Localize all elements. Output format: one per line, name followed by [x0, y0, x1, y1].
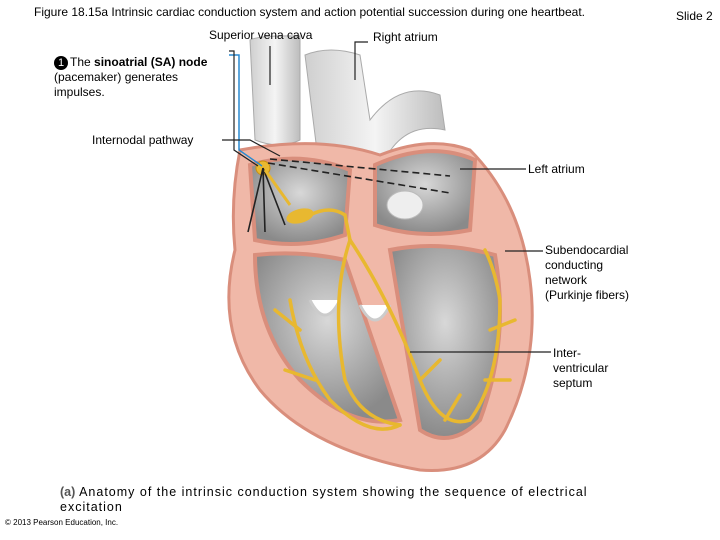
step-badge: 1	[54, 56, 68, 70]
superior-vena-cava-shape	[250, 36, 300, 145]
right-atrium-label: Right atrium	[373, 30, 438, 44]
figure-title: Figure 18.15a Intrinsic cardiac conduction system and action potential succession during one heartbeat.	[34, 5, 585, 19]
sa-node-step	[54, 55, 229, 100]
subendocardial-label	[545, 243, 695, 303]
septum-line: Inter-	[553, 346, 582, 360]
caption-tag: (a)	[60, 485, 76, 499]
step-text-before: The	[70, 55, 91, 69]
internodal-pathway-label: Internodal pathway	[92, 133, 194, 147]
step-text-after: (pacemaker) generates impulses.	[54, 70, 179, 99]
subendocardial-line: (Purkinje fibers)	[545, 288, 630, 302]
septum-line: septum	[553, 376, 593, 390]
slide-number: Slide 2	[676, 9, 713, 23]
copyright-notice: © 2013 Pearson Education, Inc.	[5, 518, 119, 527]
subendocardial-line: conducting	[545, 258, 604, 272]
left-atrium-chamber	[375, 151, 475, 234]
subendocardial-line: Subendocardial	[545, 243, 629, 257]
figure-caption	[60, 485, 640, 515]
caption-text: Anatomy of the intrinsic conduction system showing the sequence of electrical excitation	[60, 485, 588, 514]
superior-vena-cava-label: Superior vena cava	[209, 28, 313, 42]
subendocardial-line: network	[545, 273, 588, 287]
aortic-valve	[387, 191, 423, 219]
step-term: sinoatrial (SA) node	[94, 55, 208, 69]
septum-line: ventricular	[553, 361, 609, 375]
septum-label	[553, 346, 673, 391]
left-atrium-label: Left atrium	[528, 162, 585, 176]
